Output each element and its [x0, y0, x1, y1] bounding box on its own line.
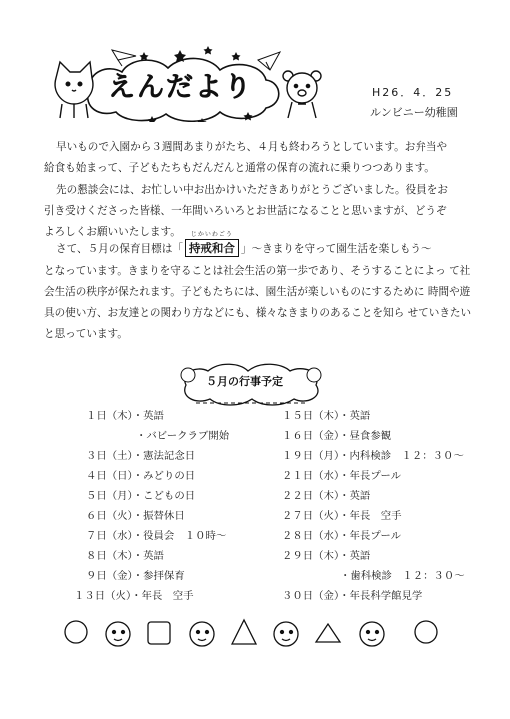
event-item: ２８日（水）・年長プール: [282, 530, 401, 542]
event-item: ３日（土）・憲法記念日: [86, 450, 196, 462]
event-item: ４日（日）・みどりの日: [86, 470, 196, 482]
goal-word: 持戒和合: [188, 241, 235, 255]
event-item: ３０日（金）・年長科学館見学: [282, 590, 423, 602]
intro-paragraph-1: [44, 137, 476, 179]
page-title: えんだより: [108, 72, 253, 103]
text-line: 先の懇談会には、お忙しい中お出かけいただきありがとうございました。役員をお: [56, 184, 448, 196]
event-item: ８日（木）・英語: [86, 550, 164, 562]
event-item: １日（木）・英語: [86, 410, 164, 422]
event-item: ２９日（木）・英語: [282, 550, 371, 562]
text-line: よろしくお願いいたします。: [44, 226, 181, 238]
event-item: ２２日（木）・英語: [282, 490, 371, 502]
event-item: １５日（木）・英語: [282, 410, 371, 422]
footer-decoration: [60, 612, 450, 654]
text-line: となっています。きまりを守ることは社会生活の第一歩であり、そうすることによっ: [44, 265, 446, 277]
event-item: １９日（月）・内科検診 １２：３０～: [282, 450, 464, 462]
text-line: 引き受けくださった皆様、一年間いろいろとお世話になることと思いますが、どうぞ: [44, 205, 447, 217]
cat-illustration: [55, 62, 93, 118]
event-item: １３日（火）・年長 空手: [74, 590, 194, 602]
text-line: 時間や遊具の使い方、お友達との関わり方などにも、様々なきまりのあることを知ら: [44, 286, 471, 319]
event-item: ・バビークラブ開始: [136, 430, 230, 442]
intro-paragraph-3: [44, 261, 476, 345]
event-item: ６日（火）・振替休日: [86, 510, 185, 522]
goal-suffix: 」～きまりを守って園生活を楽しもう～: [240, 243, 432, 255]
event-item: ２７日（火）・年長 空手: [282, 510, 402, 522]
text-line: 早いもので入園から３週間あまりがたち、４月も終わろうとしています。お弁当や: [56, 141, 448, 153]
text-line: て社会生活の秩序が保たれます。子どもたちには、園生活が楽しいものにするために: [44, 265, 471, 298]
event-item: ７日（水）・役員会 １０時～: [86, 530, 227, 542]
event-item: ・歯科検診 １２：３０～: [340, 570, 465, 582]
text-line: 給食も始まって、子どもたちもだんだんと通常の保育の流れに乗りつつあります。: [44, 162, 435, 174]
school-name: ルンビニー幼稚園: [370, 106, 458, 119]
intro-paragraph-2: [44, 180, 476, 243]
goal-prefix: さて、５月の保育目標は「: [56, 243, 183, 255]
event-item: ５日（月）・こどもの日: [86, 490, 196, 502]
event-item: １６日（金）・昼食参観: [282, 430, 392, 442]
bear-illustration: [283, 71, 321, 118]
event-item: ２１日（水）・年長プール: [282, 470, 401, 482]
events-title: ５月の行事予定: [206, 375, 283, 388]
event-item: ９日（金）・参拝保育: [86, 570, 185, 582]
text-line: せていきたいと思っています。: [44, 307, 472, 340]
goal-word-box: [185, 231, 239, 257]
goal-ruby: じかいわごう: [190, 231, 233, 238]
issue-date: H26．4．25: [372, 86, 454, 99]
